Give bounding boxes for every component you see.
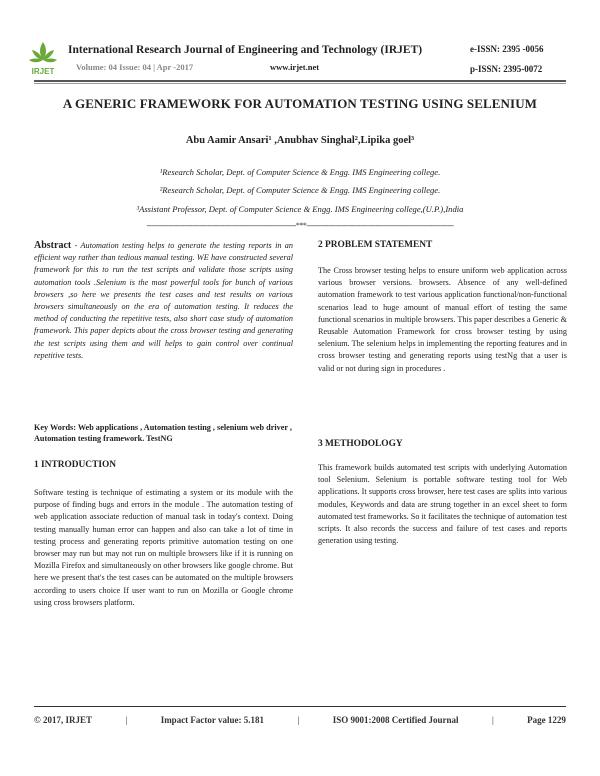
- paper-title: A GENERIC FRAMEWORK FOR AUTOMATION TESTING USING SELENIUM: [62, 96, 538, 111]
- keywords: Key Words: Web applications , Automation testing , selenium web driver , Automation testing framework. TestNG: [34, 423, 292, 443]
- svg-text:IRJET: IRJET: [31, 67, 55, 76]
- section-heading-problem-statement: 2 PROBLEM STATEMENT: [318, 240, 433, 250]
- footer-separator: |: [491, 715, 494, 725]
- header-rule-thin: [34, 83, 566, 84]
- irjet-logo-icon: [28, 38, 58, 80]
- section-divider: ---------------------------------------------------------------------***--------------------------------------------------------------------: [146, 221, 454, 230]
- footer-separator: |: [125, 715, 128, 725]
- p-issn: p-ISSN: 2395-0072: [470, 64, 543, 74]
- header-rule: [34, 80, 566, 82]
- abstract: [34, 240, 293, 362]
- footer-separator: |: [297, 715, 300, 725]
- footer-iso: ISO 9001:2008 Certified Journal: [332, 715, 459, 725]
- footer-rule: [34, 706, 566, 707]
- footer-impact-factor: Impact Factor value: 5.181: [160, 715, 265, 725]
- abstract-label: Abstract: [34, 240, 72, 251]
- section-text-problem-statement: The Cross browser testing helps to ensure uniform web application across various browser versions. browsers. Absence of any well-defined automation framework to test various application functional/non-functional scenarios lead to huge amount of manual effort of testing the same functional scenarios in multiple browsers. This paper describes a Generic & Reusable Automation Framework for cross browser testing by using selenium. The selenium helps in implementing the reporting features and in cross browser testing and generating reports using testNg that a user is valid or not during sign in procedures .: [318, 266, 567, 373]
- affiliation-1: ¹Research Scholar, Dept. of Computer Science & Engg. IMS Engineering college.: [159, 167, 441, 177]
- e-issn: e-ISSN: 2395 -0056: [470, 44, 544, 54]
- volume-issue: Volume: 04 Issue: 04 | Apr -2017: [76, 62, 194, 72]
- section-heading-methodology: 3 METHODOLOGY: [318, 439, 403, 449]
- section-text-introduction: Software testing is technique of estimating a system or its module with the purpose of finding bugs and errors in the module . The automation testing of web application associate reduction of manual task in today's context. Doing testing manually human error can happen and also can take a lot of time in testing process and generating reports primitive automation testing on one browser may run but may not run on multiple browsers like if it is running on Mozilla Firefox and simultaneously on other browsers like google chrome. But here we present that's the test cases can be automated on the multiple browsers according to users choice If user want to run on Mozilla or Google chrome using cross browsers platform.: [34, 488, 293, 607]
- abstract-text: - Automation testing helps to generate the testing reports in an efficient way rather than tedious manual testing. WE have constructed several framework for this to run the test scripts and validate those scripts using automation tools .Selenium is the most powerful tools for bunch of various browsers ,so here we presents the test cases and test results on various browsers simultaneously on the era of automation testing. It reduces the method of conducting the repetitive tests, also short case study of automation framework. This paper depicts about the cross browser testing and generating the test scripts using them and will helps to gain control over continual repetitive tests.: [34, 241, 293, 360]
- paper-authors: Abu Aamir Ansari¹ ,Anubhav Singhal²,Lipika goel³: [185, 135, 415, 146]
- affiliation-2: ²Research Scholar, Dept. of Computer Science & Engg. IMS Engineering college.: [159, 185, 441, 195]
- footer-page-number: Page 1229: [527, 715, 566, 725]
- journal-website[interactable]: www.irjet.net: [270, 62, 320, 72]
- section-text-methodology: This framework builds automated test scripts with underlying Automation tool Selenium. Selenium is portable software testing tool for Web applications. It supports cross browser, here test cases are splits into various modules, Keywords and data are strung together in an excel sheet to form automated test frameworks. So it facilitates the technique of automation test scripts. It also records the success and failure of test cases and reports generation using testing.: [318, 463, 567, 546]
- journal-name: International Research Journal of Engineering and Technology (IRJET): [68, 44, 423, 56]
- affiliation-3: ³Assistant Professor, Dept. of Computer Science & Engg. IMS Engineering college,(U.P.),India: [136, 204, 464, 214]
- page-footer: [34, 715, 566, 725]
- journal-header: [0, 0, 600, 86]
- footer-copyright: © 2017, IRJET: [34, 715, 92, 725]
- section-heading-introduction: 1 INTRODUCTION: [34, 460, 117, 470]
